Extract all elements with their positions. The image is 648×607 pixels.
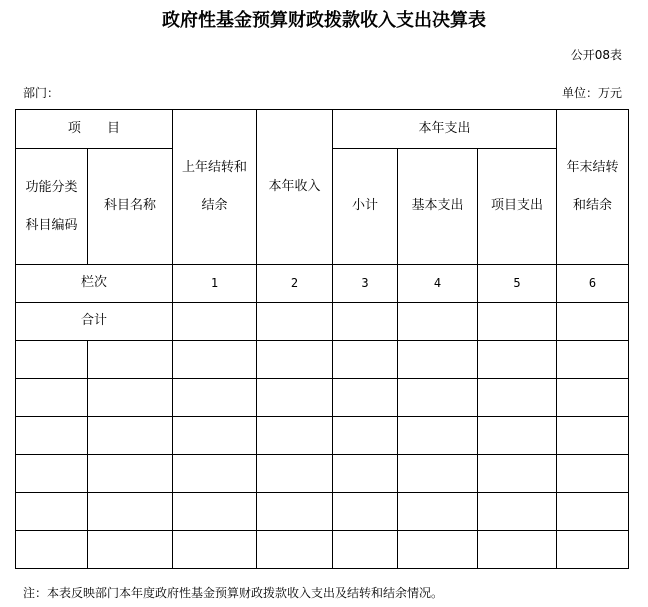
- table-cell: [173, 417, 257, 455]
- table-cell: [478, 417, 557, 455]
- table-cell: [257, 341, 333, 379]
- table-row: [16, 341, 629, 379]
- table-cell: [257, 417, 333, 455]
- header-prev-balance: 上年结转和结余: [173, 110, 257, 265]
- table-cell: [333, 341, 398, 379]
- table-row: [16, 455, 629, 493]
- header-end-balance: 年末结转和结余: [557, 110, 629, 265]
- table-cell: [88, 379, 173, 417]
- header-item: 项 目: [16, 110, 173, 149]
- table-cell: [398, 417, 478, 455]
- table-cell: [257, 379, 333, 417]
- table-cell: [478, 341, 557, 379]
- table-cell: [257, 493, 333, 531]
- table-cell: [398, 531, 478, 569]
- table-cell: [557, 417, 629, 455]
- table-cell: [398, 341, 478, 379]
- table-cell: [88, 417, 173, 455]
- column-number: 1: [173, 265, 257, 303]
- column-number: 5: [478, 265, 557, 303]
- column-number: 3: [333, 265, 398, 303]
- table-cell: [16, 379, 88, 417]
- table-cell: [173, 531, 257, 569]
- form-code: 公开08表: [570, 48, 622, 62]
- row-total-label: 合计: [16, 303, 173, 341]
- table-row: [16, 417, 629, 455]
- table-cell: [557, 455, 629, 493]
- table-cell: [557, 379, 629, 417]
- table-cell: [557, 341, 629, 379]
- table-cell: [257, 531, 333, 569]
- table-cell: [557, 493, 629, 531]
- table-cell: [16, 341, 88, 379]
- table-cell: [16, 417, 88, 455]
- table-cell: [478, 493, 557, 531]
- table-cell: [257, 303, 333, 341]
- header-income: 本年收入: [257, 110, 333, 265]
- table-cell: [333, 417, 398, 455]
- table-cell: [257, 455, 333, 493]
- header-subject-name: 科目名称: [88, 149, 173, 265]
- table-cell: [333, 379, 398, 417]
- budget-table: [15, 109, 629, 569]
- unit-label: 单位：万元: [561, 86, 622, 100]
- table-cell: [398, 455, 478, 493]
- table-cell: [478, 531, 557, 569]
- header-expenditure: 本年支出: [333, 110, 557, 149]
- department-label: 部门：: [23, 86, 60, 100]
- table-cell: [88, 531, 173, 569]
- table-cell: [173, 493, 257, 531]
- table-cell: [333, 531, 398, 569]
- header-project: 项目支出: [478, 149, 557, 265]
- header-func-code: 功能分类科目编码: [16, 149, 88, 265]
- table-row: [16, 379, 629, 417]
- table-cell: [557, 531, 629, 569]
- table-cell: [16, 493, 88, 531]
- table-cell: [333, 455, 398, 493]
- table-cell: [398, 493, 478, 531]
- table-cell: [478, 303, 557, 341]
- column-number: 6: [557, 265, 629, 303]
- table-cell: [398, 379, 478, 417]
- table-cell: [398, 303, 478, 341]
- table-cell: [333, 303, 398, 341]
- table-row: [16, 493, 629, 531]
- table-cell: [173, 455, 257, 493]
- column-number: 4: [398, 265, 478, 303]
- header-subtotal: 小计: [333, 149, 398, 265]
- table-cell: [333, 493, 398, 531]
- page-title: 政府性基金预算财政拨款收入支出决算表: [162, 10, 486, 31]
- row-column-label: 栏次: [16, 265, 173, 303]
- table-cell: [88, 455, 173, 493]
- table-cell: [173, 341, 257, 379]
- table-row: [16, 531, 629, 569]
- table-cell: [88, 493, 173, 531]
- table-cell: [173, 303, 257, 341]
- table-cell: [88, 341, 173, 379]
- table-cell: [16, 455, 88, 493]
- table-cell: [16, 531, 88, 569]
- footnote: 注：本表反映部门本年度政府性基金预算财政拨款收入支出及结转和结余情况。: [23, 586, 444, 600]
- column-number: 2: [257, 265, 333, 303]
- table-cell: [173, 379, 257, 417]
- header-basic: 基本支出: [398, 149, 478, 265]
- table-cell: [478, 379, 557, 417]
- table-cell: [478, 455, 557, 493]
- table-cell: [557, 303, 629, 341]
